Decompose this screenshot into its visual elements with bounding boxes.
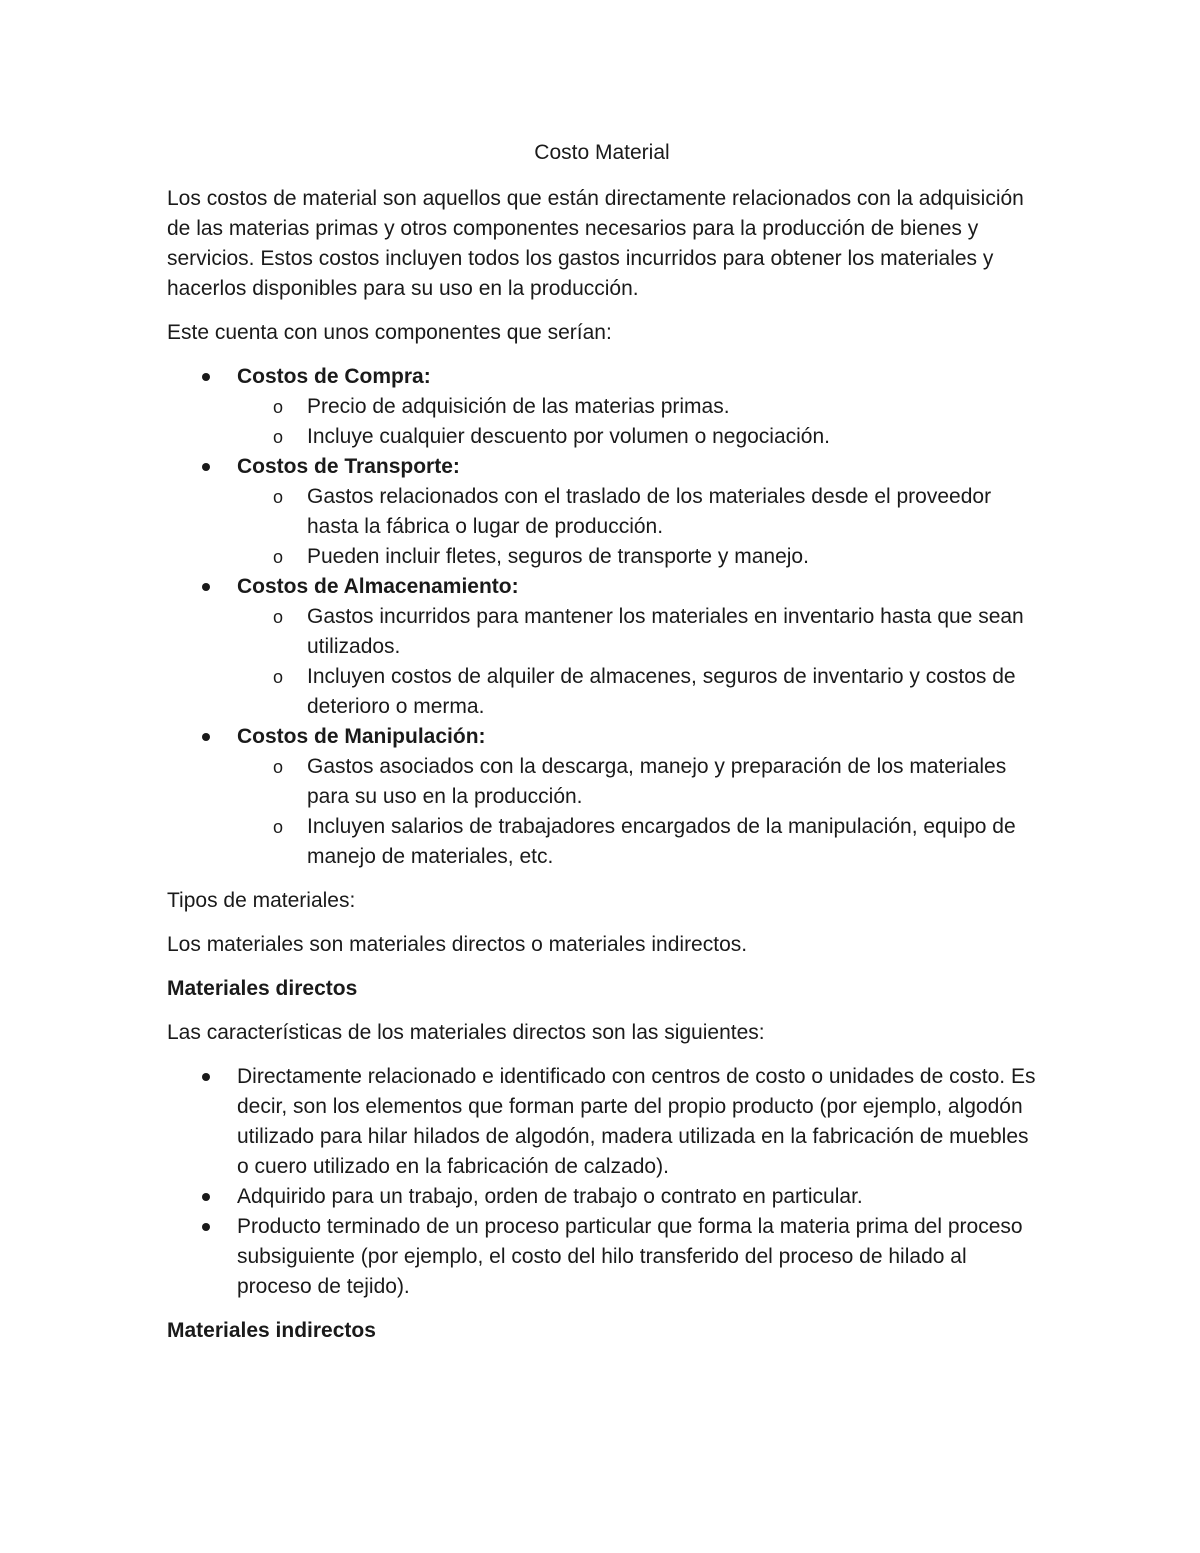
components-intro: Este cuenta con unos componentes que serían:	[167, 321, 612, 344]
direct-item	[167, 1212, 1037, 1302]
direct-item-text: Producto terminado de un proceso particular que forma la materia prima del proceso subsiguiente (por ejemplo, el costo del hilo transferido del proceso de hilado al proceso de tejido).	[237, 1215, 1023, 1298]
sub-item	[237, 422, 1037, 452]
indirect-heading: Materiales indirectos	[167, 1319, 376, 1342]
component-label: Costos de Almacenamiento:	[237, 575, 519, 598]
circle-bullet-icon: o	[273, 487, 284, 507]
sub-item-text: Incluye cualquier descuento por volumen o negociación.	[307, 425, 831, 448]
types-label: Tipos de materiales:	[167, 889, 356, 912]
types-text: Los materiales son materiales directos o materiales indirectos.	[167, 933, 748, 956]
direct-item	[167, 1182, 1037, 1212]
component-sublist	[237, 752, 1037, 872]
circle-bullet-icon: o	[273, 667, 284, 687]
bullet-icon	[202, 583, 210, 591]
component-sublist	[237, 392, 1037, 452]
component-sublist	[237, 602, 1037, 722]
component-item	[167, 572, 1037, 722]
direct-list	[167, 1062, 1037, 1302]
direct-item-text: Adquirido para un trabajo, orden de trabajo o contrato en particular.	[237, 1185, 863, 1208]
document-title: Costo Material	[534, 141, 670, 164]
circle-bullet-icon: o	[273, 427, 284, 447]
circle-bullet-icon: o	[273, 817, 284, 837]
sub-item-text: Incluyen salarios de trabajadores encargados de la manipulación, equipo de manejo de materiales, etc.	[307, 815, 1016, 868]
sub-item	[237, 752, 1037, 812]
direct-item-text: Directamente relacionado e identificado con centros de costo o unidades de costo. Es decir, son los elementos que forman parte del propio producto (por ejemplo, algodón utilizado para hilar hilados de algodón, madera utilizada en la fabricación de muebles o cuero utilizado en la fabricación de calzado).	[237, 1065, 1036, 1178]
sub-item	[237, 602, 1037, 662]
sub-item	[237, 812, 1037, 872]
bullet-icon	[202, 463, 210, 471]
sub-item-text: Precio de adquisición de las materias primas.	[307, 395, 730, 418]
sub-item-text: Pueden incluir fletes, seguros de transporte y manejo.	[307, 545, 809, 568]
bullet-icon	[202, 733, 210, 741]
sub-item-text: Gastos relacionados con el traslado de los materiales desde el proveedor hasta la fábrica o lugar de producción.	[307, 485, 992, 538]
direct-intro: Las características de los materiales directos son las siguientes:	[167, 1021, 765, 1044]
circle-bullet-icon: o	[273, 607, 284, 627]
bullet-icon	[202, 373, 210, 381]
sub-item	[237, 662, 1037, 722]
component-item	[167, 362, 1037, 452]
bullet-icon	[202, 1193, 210, 1201]
document-content	[167, 138, 1037, 1360]
direct-item	[167, 1062, 1037, 1182]
sub-item	[237, 542, 1037, 572]
component-item	[167, 722, 1037, 872]
bullet-icon	[202, 1223, 210, 1231]
sub-item-text: Gastos incurridos para mantener los materiales en inventario hasta que sean utilizados.	[307, 605, 1024, 658]
sub-item-text: Incluyen costos de alquiler de almacenes, seguros de inventario y costos de deterioro o merma.	[307, 665, 1016, 718]
direct-heading: Materiales directos	[167, 977, 358, 1000]
bullet-icon	[202, 1073, 210, 1081]
sub-item	[237, 392, 1037, 422]
component-item	[167, 452, 1037, 572]
component-label: Costos de Manipulación:	[237, 725, 486, 748]
sub-item-text: Gastos asociados con la descarga, manejo y preparación de los materiales para su uso en la producción.	[307, 755, 1007, 808]
sub-item	[237, 482, 1037, 542]
circle-bullet-icon: o	[273, 757, 284, 777]
circle-bullet-icon: o	[273, 547, 284, 567]
component-label: Costos de Compra:	[237, 365, 431, 388]
intro-paragraph: Los costos de material son aquellos que están directamente relacionados con la adquisición de las materias primas y otros componentes necesarios para la producción de bienes y servicios. Estos costos incluyen todos los gastos incurridos para obtener los materiales y hacerlos disponibles para su uso en la producción.	[167, 187, 1024, 300]
component-label: Costos de Transporte:	[237, 455, 460, 478]
component-sublist	[237, 482, 1037, 572]
circle-bullet-icon: o	[273, 397, 284, 417]
components-list	[167, 362, 1037, 872]
